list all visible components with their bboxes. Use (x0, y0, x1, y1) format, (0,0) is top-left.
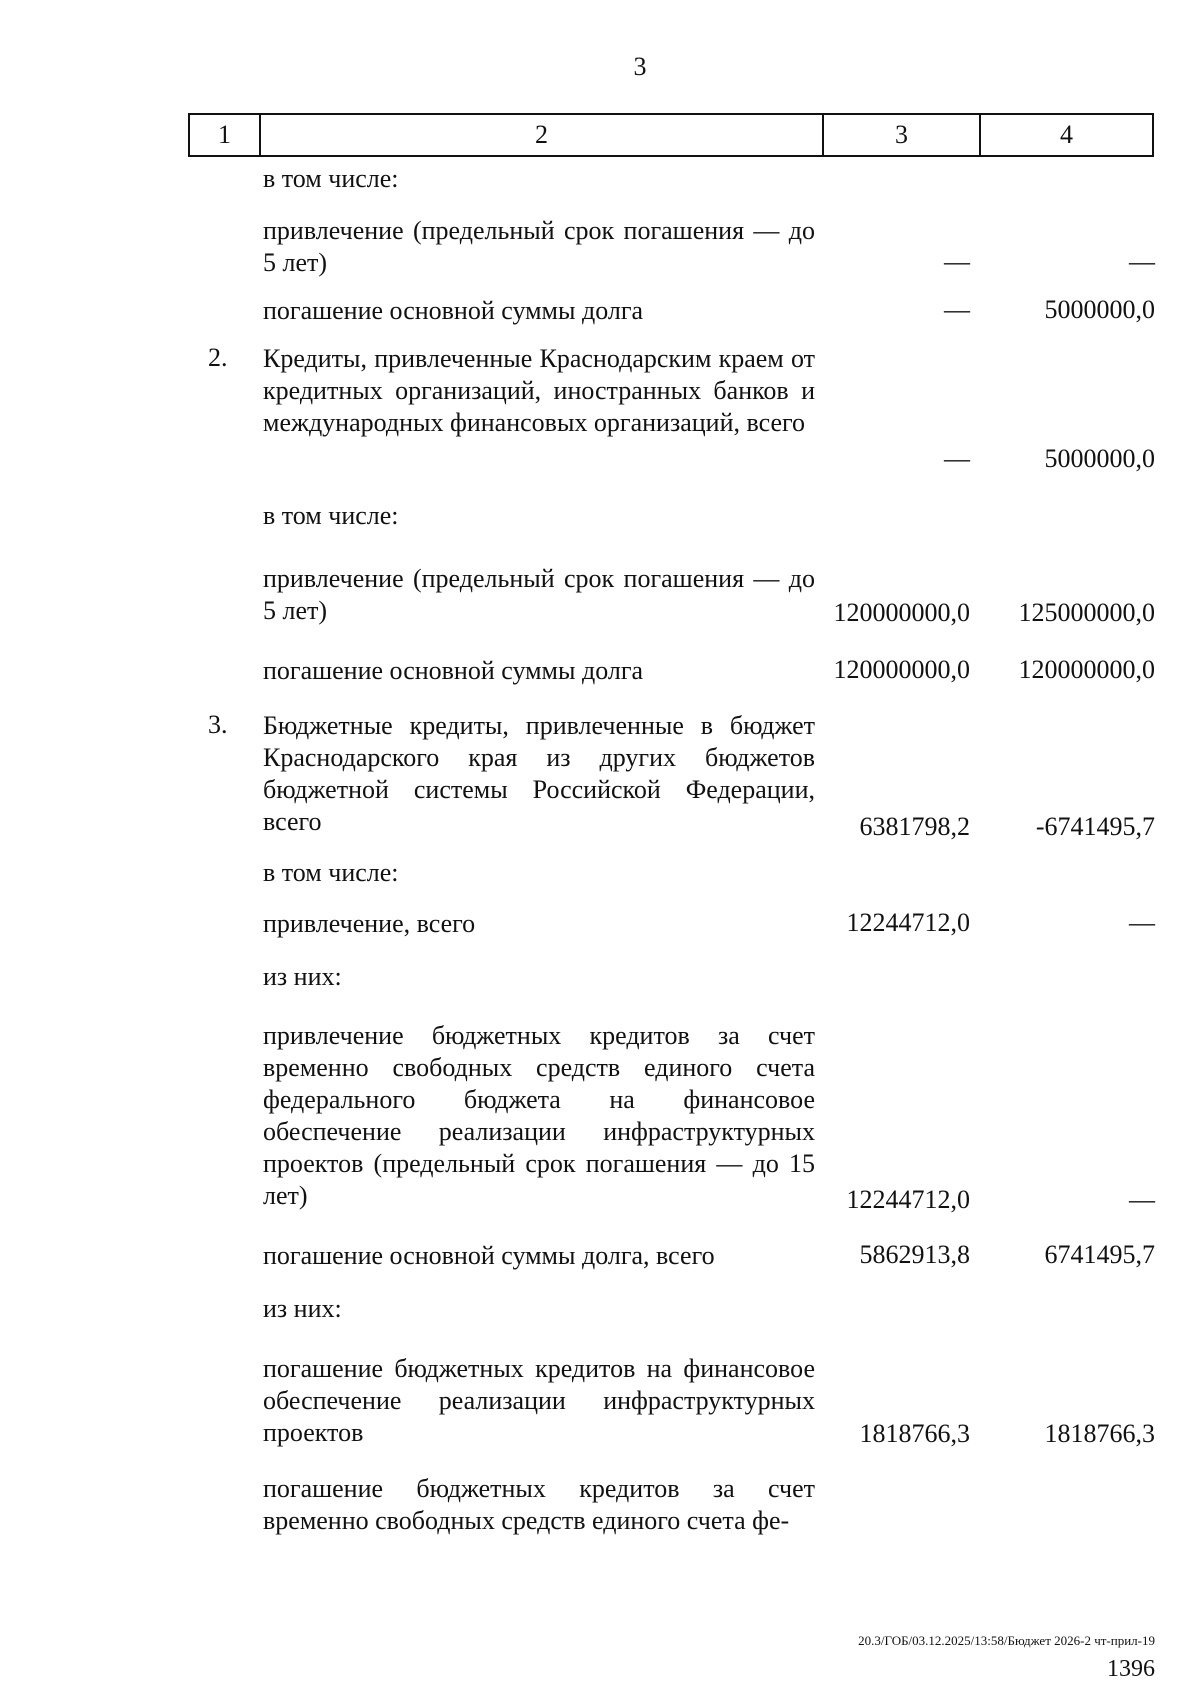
row-value-col3: 1818766,3 (859, 1419, 970, 1448)
row-text: в том числе: (263, 858, 399, 887)
row-value-col4: 1818766,3 (1044, 1419, 1155, 1448)
row-text: в том числе: (263, 501, 399, 530)
column-header-table (188, 113, 1154, 157)
row-value-col3: 120000000,0 (833, 655, 970, 684)
row-value-col3: 5862913,8 (859, 1240, 970, 1269)
sheet-number: 1396 (1107, 1656, 1155, 1682)
column-header-1: 1 (189, 114, 260, 156)
row-text: привлечение бюджетных кредитов за счет временно свободных средств единого счета федерального бюджета на финансовое обеспечение реализации инфраструктурных проектов (предельный срок погашения — до 15 лет) (263, 1021, 815, 1210)
row-text: Кредиты, привлеченные Краснодарским краем от кредитных организаций, иностранных банков и международных финансовых организаций, всего (263, 344, 815, 437)
row-number: 3. (208, 710, 228, 739)
column-header-4: 4 (980, 114, 1153, 156)
row-text: Бюджетные кредиты, привлеченные в бюджет Краснодарского края из других бюджетов бюджетной системы Российской Федерации, всего (263, 711, 815, 836)
row-text: погашение бюджетных кредитов за счет временно свободных средств единого счета фе- (263, 1474, 815, 1535)
row-text: привлечение (предельный срок погашения — до 5 лет) (263, 564, 815, 625)
page-number: 3 (633, 52, 647, 81)
row-text: привлечение (предельный срок погашения — до 5 лет) (263, 216, 815, 277)
column-header-2: 2 (260, 114, 823, 156)
column-header-3: 3 (823, 114, 980, 156)
row-value-col4: 5000000,0 (1044, 444, 1155, 473)
row-value-col4: — (1129, 247, 1155, 276)
row-text: из них: (263, 1294, 342, 1323)
row-value-col3: — (944, 295, 970, 324)
row-value-col4: 120000000,0 (1018, 655, 1155, 684)
row-text: погашение основной суммы долга (263, 296, 644, 325)
row-value-col4: -6741495,7 (1035, 812, 1155, 841)
row-value-col3: 12244712,0 (846, 908, 970, 937)
row-value-col3: 12244712,0 (846, 1185, 970, 1214)
row-value-col4: — (1129, 908, 1155, 937)
row-value-col4: 5000000,0 (1044, 295, 1155, 324)
row-text: погашение основной суммы долга, всего (263, 1241, 715, 1270)
footer-stamp: 20.3/ГОБ/03.12.2025/13:58/Бюджет 2026-2 чт-прил-19 (858, 1633, 1155, 1648)
row-value-col3: 6381798,2 (859, 812, 970, 841)
row-value-col4: — (1129, 1185, 1155, 1214)
row-value-col3: — (944, 247, 970, 276)
row-value-col3: 120000000,0 (833, 598, 970, 627)
row-value-col3: — (944, 444, 970, 473)
row-number: 2. (208, 343, 228, 372)
row-value-col4: 6741495,7 (1044, 1240, 1155, 1269)
row-text: из них: (263, 962, 342, 991)
row-value-col4: 125000000,0 (1018, 598, 1155, 627)
row-text: погашение основной суммы долга (263, 656, 644, 685)
row-text: в том числе: (263, 164, 399, 193)
row-text: погашение бюджетных кредитов на финансовое обеспечение реализации инфраструктурных проектов (263, 1354, 815, 1447)
row-text: привлечение, всего (263, 909, 476, 938)
